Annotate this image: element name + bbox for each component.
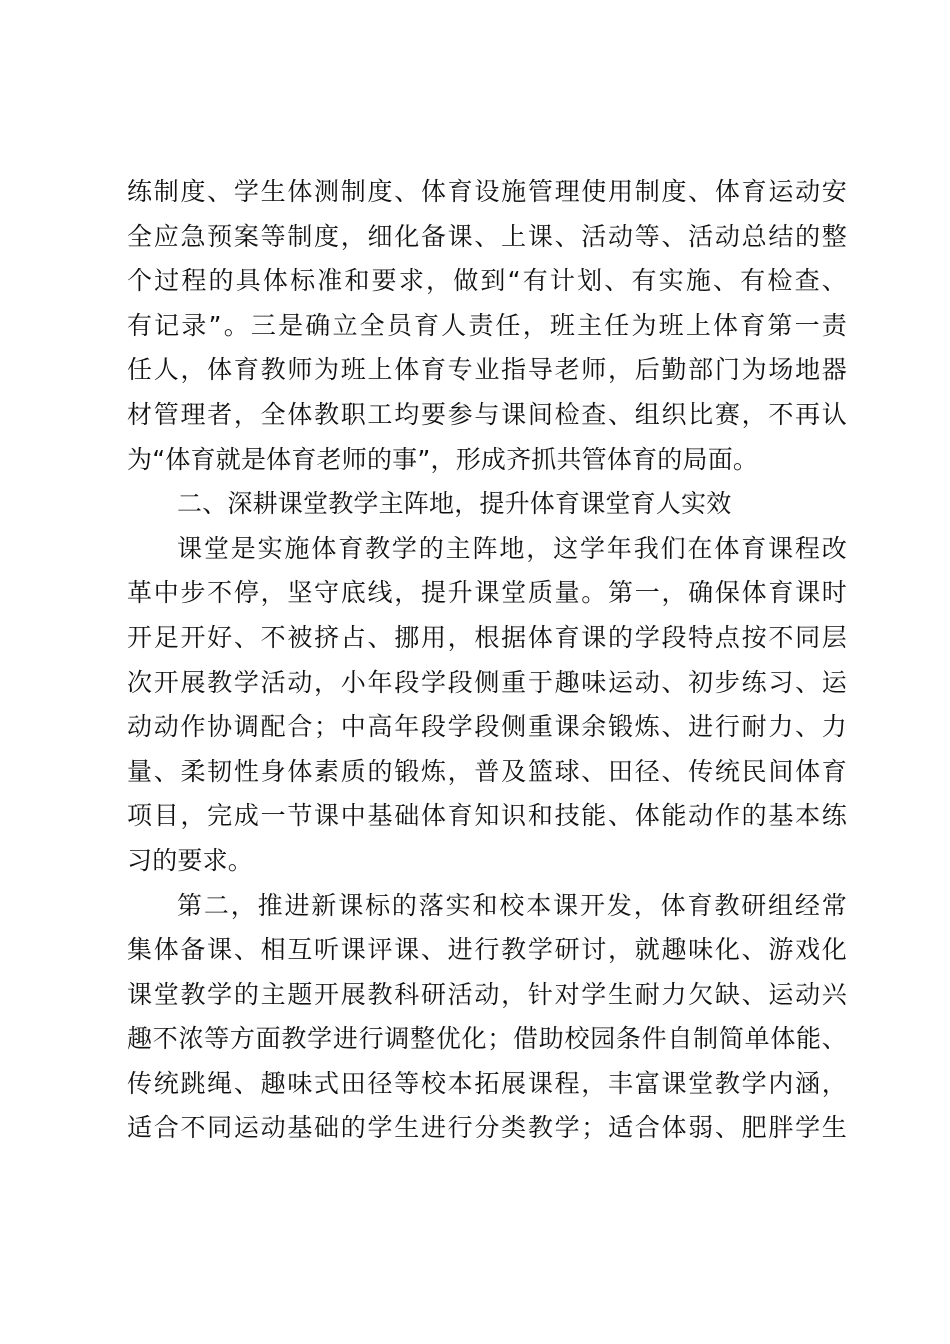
- text-line: 有记录”。三是确立全员育人责任，班主任为班上体育第一责: [127, 310, 847, 340]
- text-line: 材管理者，全体教职工均要参与课间检查、组织比赛，不再认: [127, 399, 847, 429]
- text-line: 课堂教学的主题开展教科研活动，针对学生耐力欠缺、运动兴: [127, 979, 847, 1009]
- text-line: 趣不浓等方面教学进行调整优化；借助校园条件自制简单体能、: [127, 1024, 847, 1054]
- text-line: 传统跳绳、趣味式田径等校本拓展课程，丰富课堂教学内涵，: [127, 1068, 847, 1098]
- text-line: 练制度、学生体测制度、体育设施管理使用制度、体育运动安: [127, 177, 847, 206]
- text-line: 任人，体育教师为班上体育专业指导老师，后勤部门为场地器: [127, 355, 847, 385]
- text-line: 个过程的具体标准和要求，做到“有计划、有实施、有检查、: [127, 266, 847, 296]
- section-heading: 二、深耕课堂教学主阵地，提升体育课堂育人实效: [177, 489, 732, 519]
- text-line: 革中步不停，坚守底线，提升课堂质量。第一，确保体育课时: [127, 578, 847, 608]
- text-line: 集体备课、相互听课评课、进行教学研讨，就趣味化、游戏化: [127, 935, 847, 965]
- text-line: 习的要求。: [127, 845, 254, 875]
- text-line: 课堂是实施体育教学的主阵地，这学年我们在体育课程改: [177, 533, 847, 563]
- text-line: 项目，完成一节课中基础体育知识和技能、体能动作的基本练: [127, 801, 847, 831]
- text-line: 次开展教学活动，小年段学段侧重于趣味运动、初步练习、运: [127, 667, 847, 697]
- body-text: [127, 170, 847, 1151]
- text-line: 开足开好、不被挤占、挪用，根据体育课的学段特点按不同层: [127, 622, 847, 652]
- text-line: 全应急预案等制度，细化备课、上课、活动等、活动总结的整: [127, 221, 847, 251]
- text-line: 量、柔韧性身体素质的锻炼，普及篮球、田径、传统民间体育: [127, 756, 847, 786]
- text-line: 动动作协调配合；中高年段学段侧重课余锻炼、进行耐力、力: [127, 712, 847, 742]
- text-line: 适合不同运动基础的学生进行分类教学；适合体弱、肥胖学生: [127, 1113, 847, 1143]
- text-line: 第二，推进新课标的落实和校本课开发，体育教研组经常: [177, 890, 847, 920]
- text-line: 为“体育就是体育老师的事”，形成齐抓共管体育的局面。: [127, 444, 759, 474]
